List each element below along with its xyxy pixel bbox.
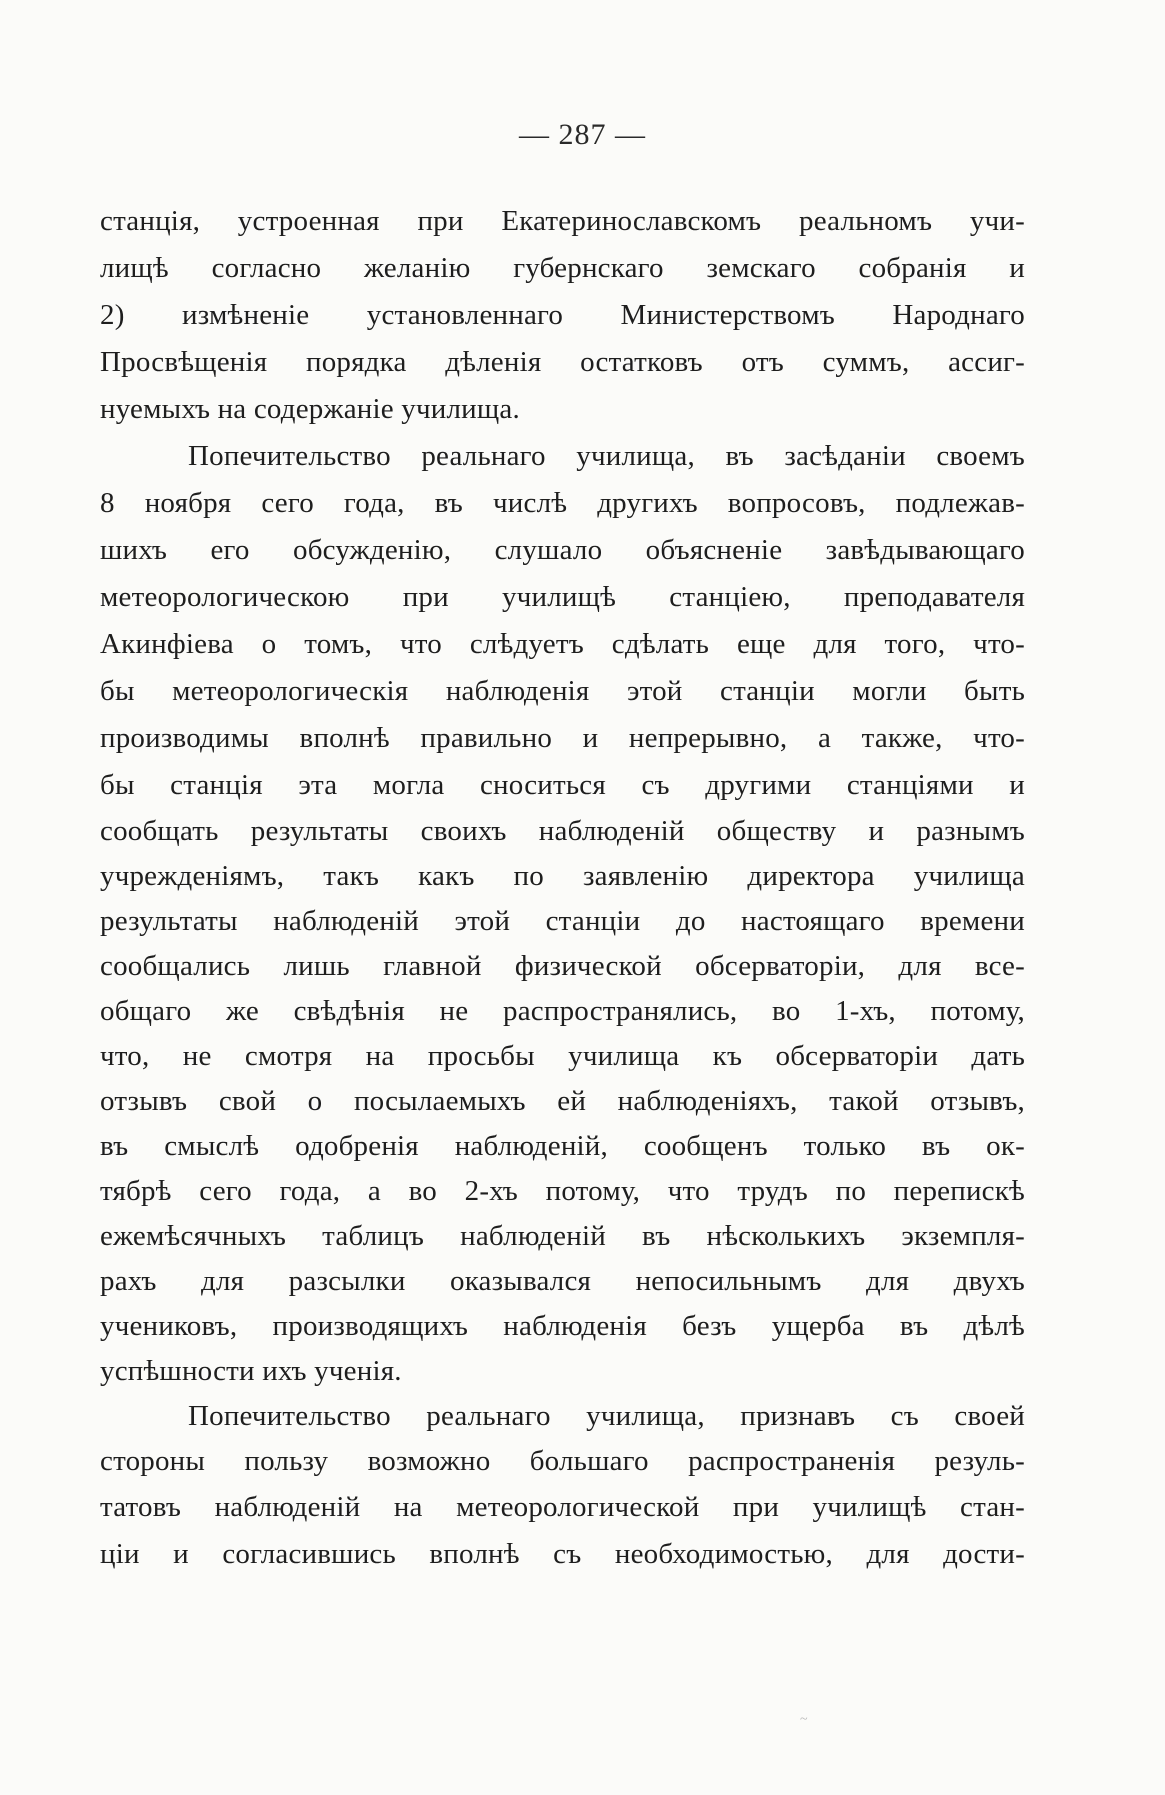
text-line: шихъ его обсужденію, слушало объясненіе завѣдывающаго [100,534,1025,566]
text-line: результаты наблюденій этой станціи до настоящаго времени [100,905,1025,937]
stray-mark: ~ [800,1712,808,1727]
text-line: 2) измѣненіе установленнаго Министерствомъ Народнаго [100,299,1025,331]
text-line: производимы вполнѣ правильно и непрерывно, а также, что- [100,722,1025,754]
text-line: сообщались лишь главной физической обсерваторіи, для все- [100,950,1025,982]
paragraph-first-line: Попечительство реальнаго училища, признавъ съ своей [188,1400,1025,1432]
text-line: сообщать результаты своихъ наблюденій обществу и разнымъ [100,815,1025,847]
text-line: Просвѣщенія порядка дѣленія остатковъ отъ суммъ, ассиг- [100,346,1025,378]
text-line: станція, устроенная при Екатеринославскомъ реальномъ учи- [100,205,1025,237]
text-line: нуемыхъ на содержаніе училища. [100,393,520,425]
text-line: 8 ноября сего года, въ числѣ другихъ вопросовъ, подлежав- [100,487,1025,519]
text-line: отзывъ свой о посылаемыхъ ей наблюденіяхъ, такой отзывъ, [100,1085,1025,1117]
text-line: татовъ наблюденій на метеорологической при училищѣ стан- [100,1491,1025,1523]
body-text [100,198,1025,1578]
text-line: стороны пользу возможно большаго распространенія резуль- [100,1445,1025,1477]
page-number: — 287 — [519,118,646,151]
text-line: метеорологическою при училищѣ станціею, преподавателя [100,581,1025,613]
text-line: что, не смотря на просьбы училища къ обсерваторіи дать [100,1040,1025,1072]
text-line: тябрѣ сего года, а во 2-хъ потому, что трудъ по перепискѣ [100,1175,1025,1207]
text-line: рахъ для разсылки оказывался непосильнымъ для двухъ [100,1265,1025,1297]
text-line: бы метеорологическія наблюденія этой станціи могли быть [100,675,1025,707]
text-line: лищѣ согласно желанію губернскаго земскаго собранія и [100,252,1025,284]
text-line: общаго же свѣдѣнія не распространялись, во 1-хъ, потому, [100,995,1025,1027]
text-line: бы станція эта могла сноситься съ другими станціями и [100,769,1025,801]
text-line: Акинфіева о томъ, что слѣдуетъ сдѣлать еще для того, что- [100,628,1025,660]
text-line: успѣшности ихъ ученія. [100,1355,402,1387]
text-line: учрежденіямъ, такъ какъ по заявленію директора училища [100,860,1025,892]
text-line: ціи и согласившись вполнѣ съ необходимостью, для дости- [100,1538,1025,1570]
text-line: учениковъ, производящихъ наблюденія безъ ущерба въ дѣлѣ [100,1310,1025,1342]
paragraph-first-line: Попечительство реальнаго училища, въ засѣданіи своемъ [188,440,1025,472]
text-line: ежемѣсячныхъ таблицъ наблюденій въ нѣсколькихъ экземпля- [100,1220,1025,1252]
text-line: въ смыслѣ одобренія наблюденій, сообщенъ только въ ок- [100,1130,1025,1162]
